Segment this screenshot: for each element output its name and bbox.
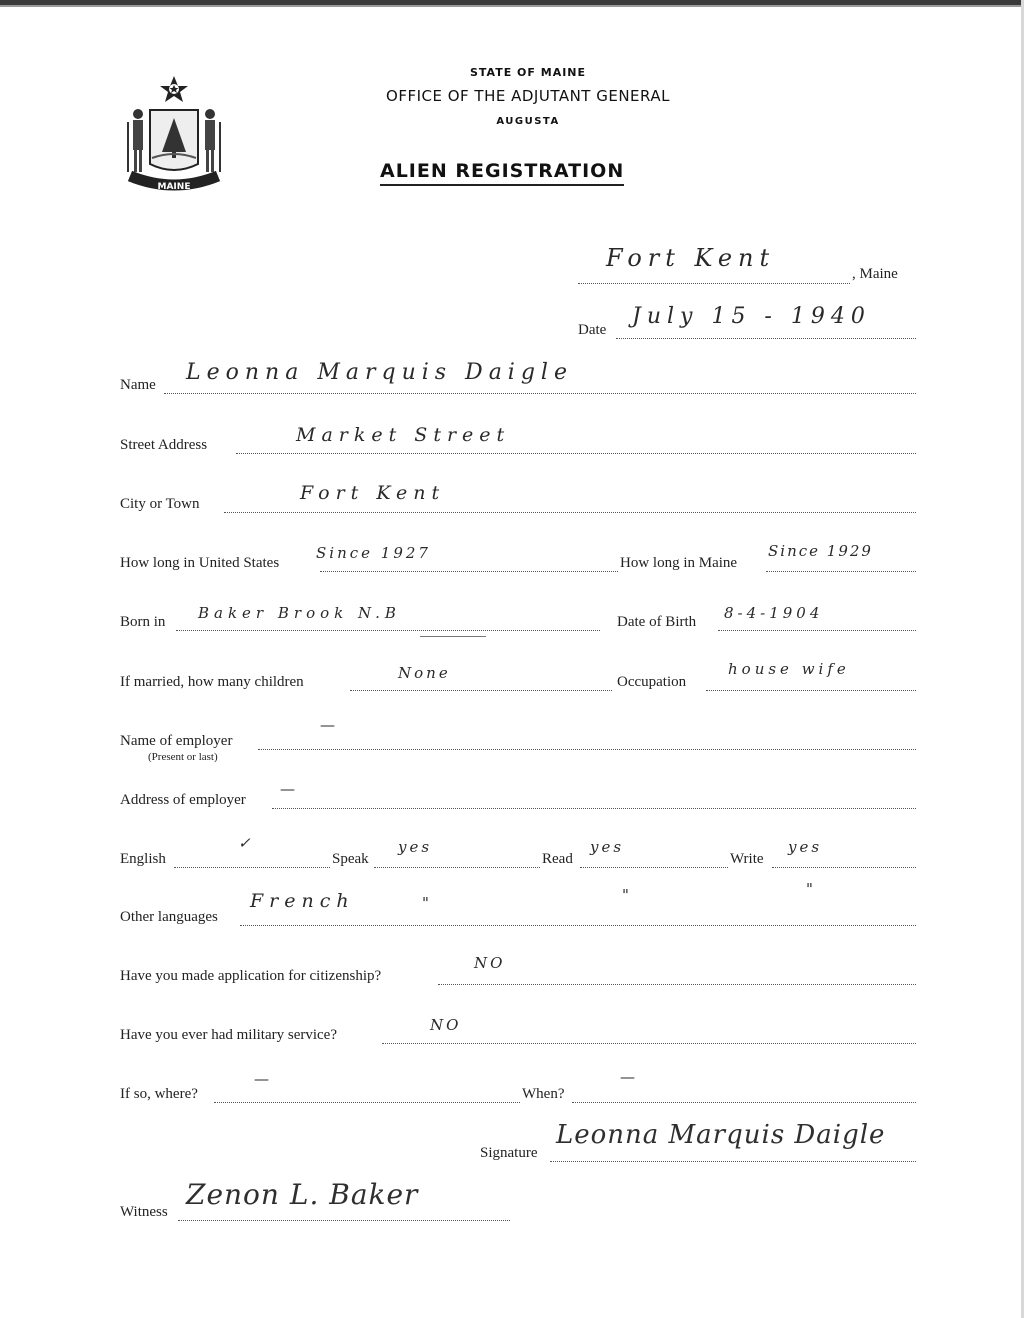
form-title: ALIEN REGISTRATION [380,160,624,186]
svg-text:MAINE: MAINE [157,182,191,192]
header-office: OFFICE OF THE ADJUTANT GENERAL [386,87,670,105]
maine-duration-line [766,571,916,572]
name-value: Leonna Marquis Daigle [186,360,573,385]
ditto-mark-1: " [422,894,432,912]
when-label: When? [522,1086,565,1102]
ditto-mark-3: " [806,880,816,898]
street-line [236,453,916,454]
date-line [616,338,916,339]
street-value: Market Street [296,424,511,446]
us-duration-value: Since 1927 [316,544,431,562]
birth-date-line [718,630,916,631]
occupation-value: house wife [728,660,850,678]
when-line [572,1102,916,1103]
english-line [174,867,330,868]
employer-label: Name of employer [120,733,233,749]
us-duration-label: How long in United States [120,555,280,571]
speak-label: Speak [332,851,369,867]
other-languages-line [240,925,916,926]
employer-value: — [320,716,338,734]
speak-value: yes [398,838,433,856]
maine-duration-value: Since 1929 [768,542,873,560]
city-value: Fort Kent [300,482,446,504]
witness-line [178,1220,510,1221]
read-line [580,867,728,868]
children-value: None [398,664,451,682]
date-value: July 15 - 1940 [632,304,871,329]
signature-line [550,1161,916,1162]
english-label: English [120,851,166,867]
ditto-mark-2: " [622,886,632,904]
read-label: Read [542,851,573,867]
read-value: yes [590,838,625,856]
born-in-underline [420,636,486,637]
birth-date-value: 8-4-1904 [724,604,824,622]
occupation-label: Occupation [617,674,687,690]
location-value: Fort Kent [606,244,776,272]
employer-line [258,749,916,750]
write-line [772,867,916,868]
born-in-line [176,630,600,631]
employer-sublabel: (Present or last) [148,751,218,763]
military-label: Have you ever had military service? [120,1027,337,1043]
born-in-value: Baker Brook N.B [198,604,401,622]
employer-address-label: Address of employer [120,792,246,808]
location-line [578,283,850,284]
when-value: — [620,1068,638,1086]
other-languages-value: French [250,890,355,912]
city-line [224,512,916,513]
where-line [214,1102,520,1103]
name-label: Name [120,377,156,393]
maine-duration-label: How long in Maine [620,555,738,571]
citizenship-line [438,984,916,985]
birth-date-label: Date of Birth [617,614,697,630]
signature-value: Leonna Marquis Daigle [556,1120,886,1150]
us-duration-line [320,571,618,572]
occupation-line [706,690,916,691]
witness-value: Zenon L. Baker [186,1178,419,1211]
name-line [164,393,916,394]
military-line [382,1043,916,1044]
where-label: If so, where? [120,1086,198,1102]
children-line [350,690,612,691]
date-label: Date [578,322,607,338]
signature-label: Signature [480,1145,538,1161]
street-label: Street Address [120,437,208,453]
witness-label: Witness [120,1204,168,1220]
employer-address-value: — [280,780,298,798]
employer-address-line [272,808,916,809]
scan-edge-shadow [0,5,1024,7]
children-label: If married, how many children [120,674,304,690]
speak-line [374,867,540,868]
header-city: AUGUSTA [496,116,560,127]
english-value: ✓ [238,834,254,852]
location-suffix: , Maine [852,266,898,282]
military-value: NO [430,1016,462,1034]
city-label: City or Town [120,496,200,512]
other-languages-label: Other languages [120,909,218,925]
born-in-label: Born in [120,614,166,630]
write-value: yes [788,838,823,856]
citizenship-value: NO [474,954,506,972]
citizenship-label: Have you made application for citizenship? [120,968,382,984]
where-value: — [254,1070,272,1088]
header-state: STATE OF MAINE [469,66,587,79]
write-label: Write [730,851,764,867]
